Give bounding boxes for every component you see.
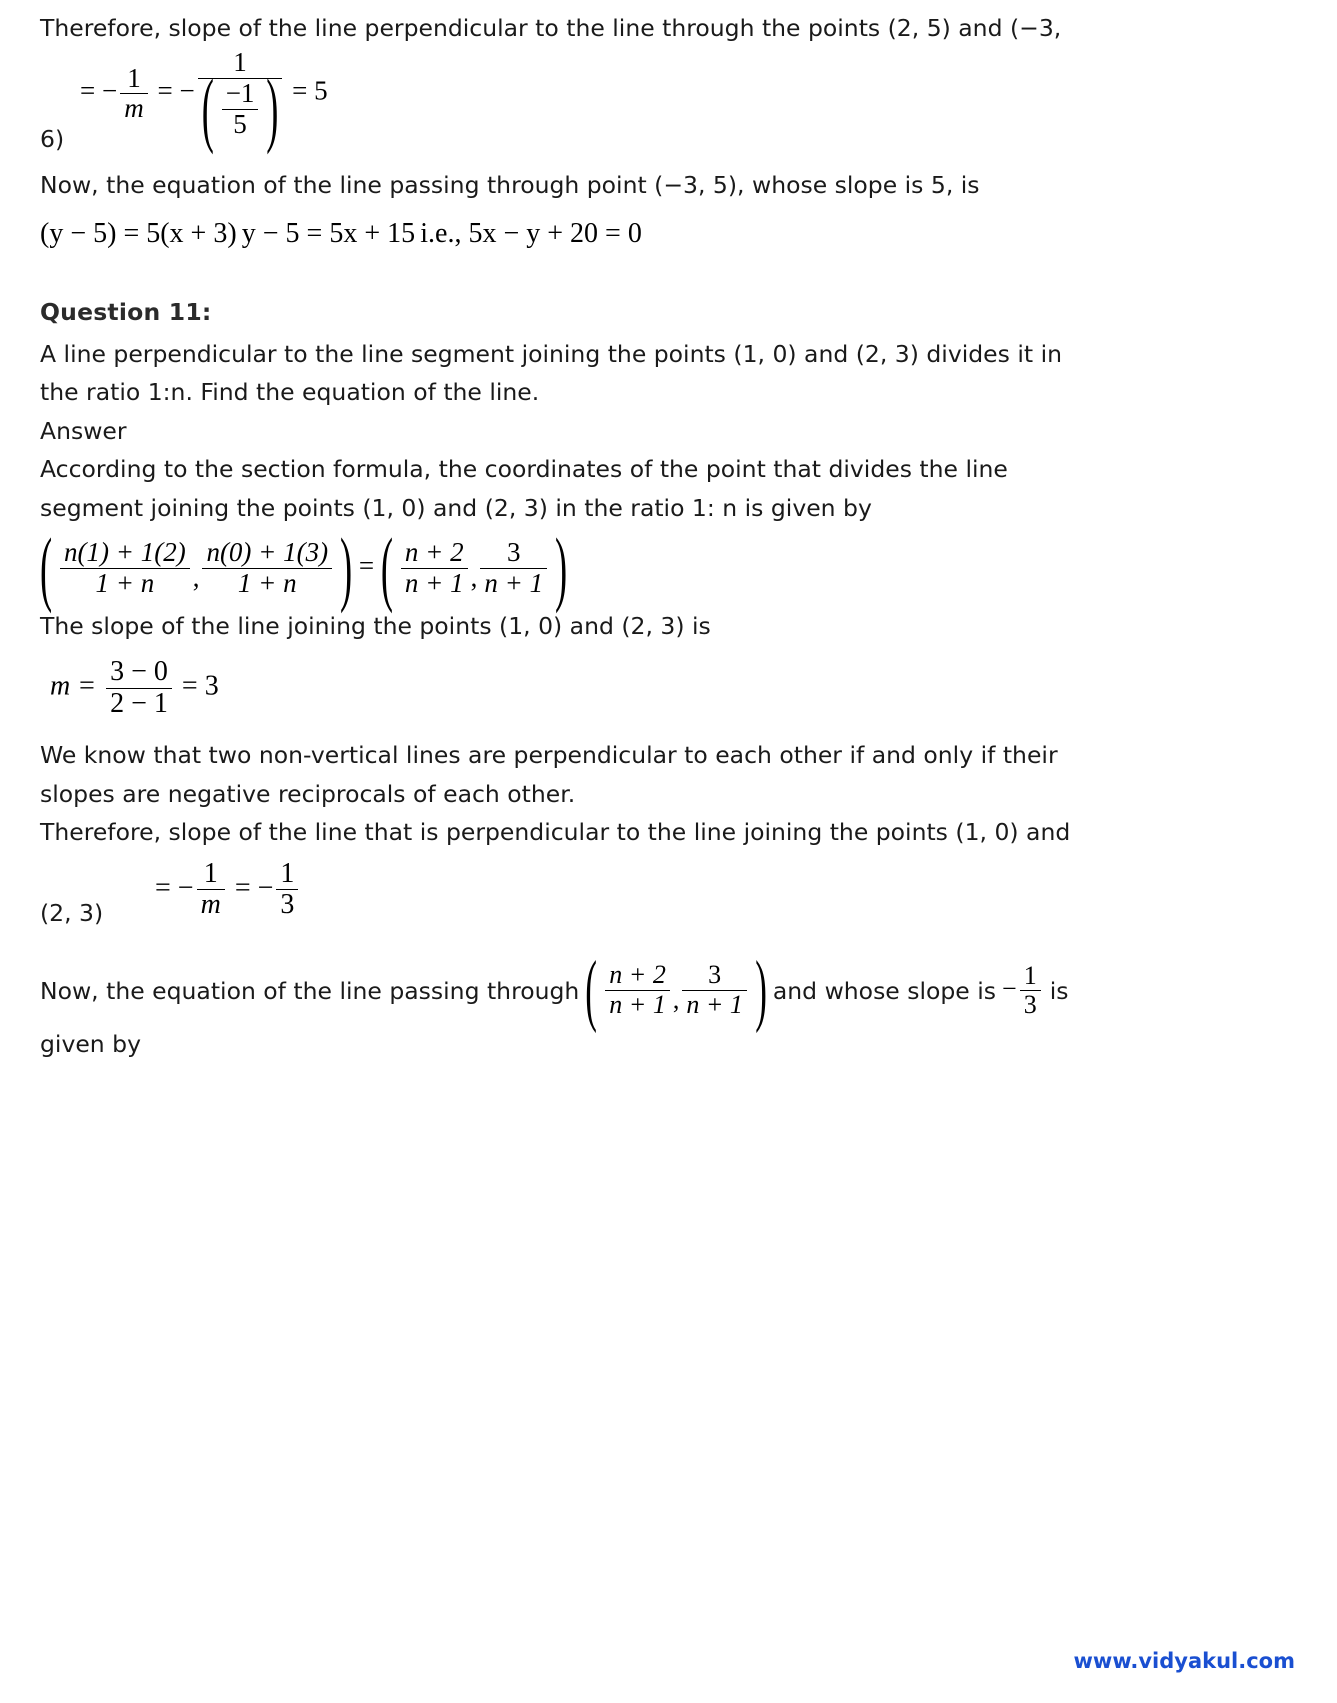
- perp-minus-2: −: [257, 872, 274, 904]
- math-point-slope-form: (y − 5) = 5(x + 3): [40, 217, 237, 249]
- perpendicular-rule-line2: slopes are negative reciprocals of each other.: [40, 779, 576, 808]
- fraction-x-coordinate: [60, 538, 190, 598]
- x-coordinate-numerator: ( n(1) + 1(2): [60, 538, 190, 569]
- paragraph-top: Therefore, slope of the line perpendicular to the line through the points (2, 5) and (−3,: [40, 14, 1062, 42]
- result-y-numerator: 3: [480, 538, 547, 569]
- paragraph-equation-intro: Now, the equation of the line passing through point (−3, 5), whose slope is 5, is: [40, 171, 980, 200]
- result-y-denominator: n + 1: [484, 567, 544, 598]
- y-coordinate-denominator: 1 + n: [237, 567, 297, 598]
- math-final-equation: [420, 218, 642, 250]
- answer-label: Answer: [40, 416, 127, 445]
- fraction-nested: [198, 48, 283, 139]
- x-coordinate-denominator: 1 + n: [95, 567, 155, 598]
- fraction-denominator-2: [198, 79, 283, 139]
- fraction-denominator: m: [124, 93, 144, 124]
- inner-denominator: 5: [233, 108, 247, 139]
- fraction-y-coordinate: [202, 538, 332, 598]
- question-text-line1: A line perpendicular to the line segment joining the points (1, 0) and (2, 3) divides it in: [40, 339, 1062, 368]
- final-equation-line: [40, 961, 1300, 1020]
- fraction-numerator-2: 1: [198, 48, 283, 79]
- math-expanded-form: y − 5 = 5x + 15: [241, 217, 416, 249]
- fraction-result-x: [401, 538, 468, 598]
- equation-result: = 5: [292, 76, 328, 107]
- left-coordinate-group: [40, 538, 352, 598]
- slope-third-denominator: 3: [1023, 990, 1037, 1020]
- section-formula-line1: According to the section formula, the coordinates of the point that divides the line: [40, 455, 1008, 484]
- perpendicular-slope-row: [40, 859, 1300, 932]
- fraction-numerator: 1: [120, 64, 148, 95]
- minus-sign-2: −: [179, 76, 195, 107]
- point-y-numerator: 3: [682, 961, 747, 991]
- final-equation-text: 5x − y + 20 = 0: [468, 217, 642, 249]
- point-comma: ,: [672, 985, 680, 1015]
- final-line-pre-text: Now, the equation of the line passing through: [40, 976, 580, 1005]
- minus-sign-1: −: [101, 76, 118, 107]
- fraction-perp-1: [197, 859, 225, 922]
- perp-denominator-1: m: [200, 889, 221, 921]
- perp-equals-2: =: [234, 872, 251, 904]
- fraction-result-y: [480, 538, 547, 598]
- fraction-slope-third: [1020, 962, 1041, 1020]
- perp-denominator-2: 3: [280, 889, 295, 921]
- math-slope-calculation: [50, 657, 219, 720]
- slope-numerator: 3 − 0: [106, 657, 172, 689]
- equation-block-1: [40, 48, 1300, 157]
- math-slope-negative-third: [1002, 962, 1044, 1020]
- question-heading: Question 11:: [40, 297, 212, 326]
- final-line-mid-text: and whose slope is: [772, 976, 997, 1005]
- fraction-point-y: [682, 961, 747, 1019]
- website-footer-link[interactable]: www.vidyakul.com: [1073, 1649, 1295, 1673]
- point-x-denominator: n + 1: [609, 989, 666, 1019]
- section-equals-sign: =: [358, 550, 375, 581]
- paragraph-top-tail: 6): [40, 125, 65, 154]
- equals-sign-1: =: [80, 76, 96, 107]
- point-y-denominator: n + 1: [686, 989, 743, 1019]
- perp-numerator-1: 1: [197, 859, 225, 891]
- nested-parenthesis: [202, 79, 279, 139]
- perpendicular-slope-line1: Therefore, slope of the line that is perpendicular to the line joining the points (1, 0) and: [40, 818, 1071, 847]
- dividing-point-group: [585, 961, 767, 1020]
- perp-equals-1: =: [155, 872, 171, 904]
- y-coordinate-numerator: n(0) + 1(3): [202, 538, 332, 569]
- slope-third-minus: −: [1002, 973, 1017, 1003]
- math-perpendicular-slope: [155, 859, 301, 922]
- fraction-point-x: [605, 961, 670, 1019]
- fraction-inner: [222, 79, 259, 139]
- fraction-one-over-m: [120, 64, 148, 124]
- question-text-line2: the ratio 1:n. Find the equation of the line.: [40, 378, 540, 407]
- right-coordinate-group: [381, 538, 567, 598]
- ie-prefix: i.e.,: [420, 217, 462, 249]
- slope-lhs: m =: [50, 670, 97, 702]
- slope-intro-text: The slope of the line joining the points (1, 0) and (2, 3) is: [40, 612, 711, 641]
- math-dividing-point: [585, 961, 767, 1020]
- slope-result: = 3: [181, 670, 219, 702]
- perpendicular-rule-line1: We know that two non-vertical lines are perpendicular to each other if and only if their: [40, 741, 1058, 770]
- perpendicular-slope-point: (2, 3): [40, 898, 104, 927]
- perp-numerator-2: 1: [276, 859, 298, 891]
- point-x-numerator: ( n + 2: [605, 961, 670, 991]
- math-reciprocal-slope: [80, 48, 328, 139]
- result-x-numerator: ( n + 2: [401, 538, 468, 569]
- fraction-perp-2: [276, 859, 298, 922]
- final-line-end-text: given by: [40, 1030, 141, 1059]
- inner-numerator: ( −1: [222, 79, 259, 110]
- result-x-denominator: n + 1: [404, 567, 464, 598]
- coordinate-comma-2: ,: [470, 562, 478, 593]
- document-content: [40, 10, 1300, 1069]
- slope-denominator: 2 − 1: [110, 687, 168, 719]
- math-section-formula: [40, 538, 567, 598]
- equals-sign-2: =: [157, 76, 173, 107]
- fraction-slope: [106, 657, 172, 720]
- final-line-post-text: is: [1049, 976, 1069, 1005]
- section-formula-line2: segment joining the points (1, 0) and (2, 3) in the ratio 1: n is given by: [40, 493, 872, 522]
- coordinate-comma-1: ,: [192, 562, 200, 593]
- slope-third-numerator: 1: [1020, 962, 1041, 992]
- perp-minus-1: −: [177, 872, 194, 904]
